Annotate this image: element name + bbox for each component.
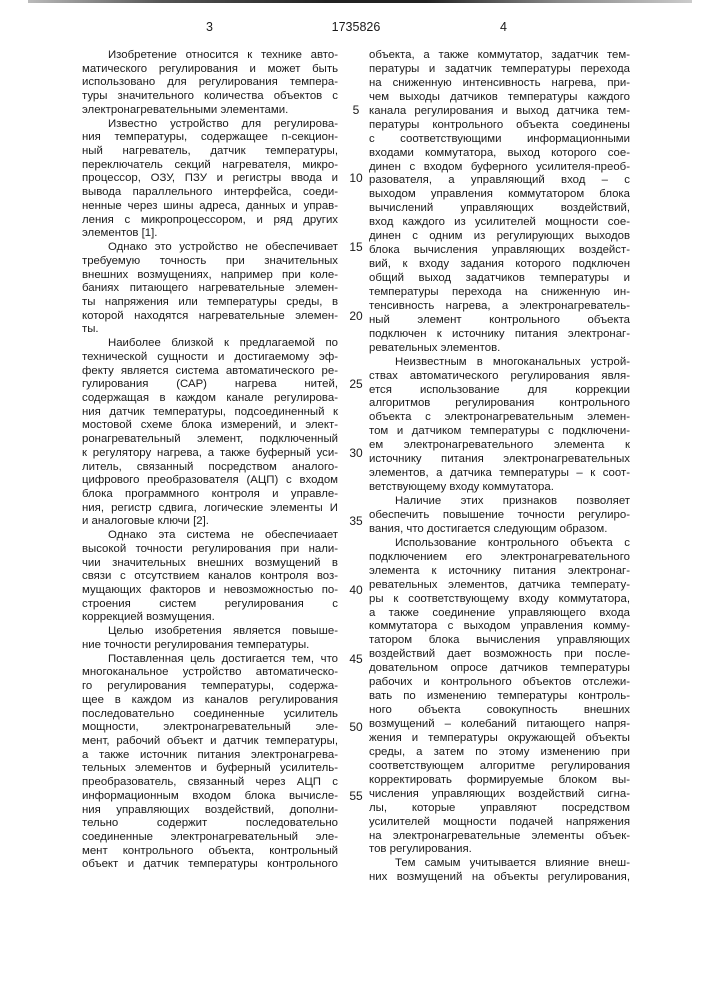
text-line: корректировать формируемые блоком вы- [369,774,630,788]
text-line: ный нагреватель, датчик температуры, [82,145,338,159]
text-line: Неизвестным в многоканальных устрой- [369,356,630,370]
text-line: ствах автоматического регулирования явля- [369,370,630,384]
text-line: на электронагревательные элементы объек- [369,830,630,844]
text-line: а также соединение управляющего входа [369,607,630,621]
text-line: ется использование для коррекции [369,384,630,398]
line-number-marker: 30 [346,447,366,461]
text-line: фекту является система автоматического ре- [82,365,338,379]
paragraph [369,857,630,885]
text-line: обеспечить повышение точности регулиро- [369,509,630,523]
text-line: с соответствующими информационными [369,133,630,147]
text-line: содержащая в каждом канале регулирова- [82,392,338,406]
text-line: тельных элементов и буферный усилитель- [82,762,338,776]
text-line: ем электронагревательного элемента к [369,439,630,453]
text-line: ния температуры, содержащее n-секцион- [82,131,338,145]
line-number-marker: 5 [346,104,366,118]
text-line: ного объекта совокупность внешних [369,704,630,718]
text-line: ный элемент контрольного объекта [369,314,630,328]
text-line: ронагревательный элемент, подключенный [82,433,338,447]
text-line: а также источник питания электронагрева- [82,749,338,763]
text-line: многоканальное устройство автоматическо- [82,666,338,680]
text-line: связи с отсутствием каналов контроля воз- [82,570,338,584]
text-line: источнику питания электронагревательных [369,453,630,467]
text-line: ние точности регулирования температуры. [82,639,338,653]
paragraph [369,495,630,537]
text-line: Наличие этих признаков позволяет [369,495,630,509]
text-line: ления с микропроцессором, и ряд других [82,214,338,228]
line-number-marker: 50 [346,721,366,735]
paragraph [82,625,338,652]
line-number-marker: 55 [346,790,366,804]
text-line: воздействий дает возможность при после- [369,648,630,662]
text-line: ры к соответствующему входу коммутатора, [369,593,630,607]
paragraph [82,529,338,625]
text-line: Наиболее близкой к предлагаемой по [82,337,338,351]
text-line: жения и температуры окружающей объекты [369,732,630,746]
text-line: вычислений управляющих воздействий, [369,202,630,216]
text-line: числения управляющих воздействий сигна- [369,788,630,802]
text-line: вания, что достигается следующим образом. [369,523,630,537]
text-line: и аналоговые ключи [2]. [82,515,338,529]
page-number-right: 4 [500,20,507,34]
text-line: лы, которые управляют посредством [369,802,630,816]
text-line: канала регулирования и выход датчика тем- [369,105,630,119]
right-text-column [369,49,630,885]
text-line: Однако эта система не обеспечиаает [82,529,338,543]
text-line: коммутатора с выходом управления комму- [369,620,630,634]
text-line: довательном опросе датчиков температуры [369,662,630,676]
paragraph [82,118,338,241]
text-line: высокой точности регулирования при нали- [82,543,338,557]
text-line: туры значительного количества объектов с [82,90,338,104]
text-line: тенсивность нагрева, а электронагреватель- [369,300,630,314]
text-line: баниях питающего нагревательные элемен- [82,282,338,296]
text-line: которой находятся нагревательные элемен- [82,310,338,324]
text-line: объект и датчик температуры контрольного [82,858,338,872]
line-number-marker: 35 [346,515,366,529]
text-line: элементов [1]. [82,227,338,241]
line-number-marker: 20 [346,310,366,324]
text-line: ния датчик температуры, подсоединенный к [82,406,338,420]
text-line: переключатель секций нагревателя, микро- [82,159,338,173]
paragraph [82,337,338,529]
text-line: татором блока вычисления управляющих [369,634,630,648]
text-line: технической сущности и достигаемому эф- [82,351,338,365]
text-line: элемента к источнику питания электронаг- [369,565,630,579]
text-line: ния, регистр сдвига, логические элементы И [82,502,338,516]
text-line: том и датчиком температуры с подключени- [369,425,630,439]
text-line: усилителей мощности подачей напряжения [369,816,630,830]
line-number-marker: 45 [346,653,366,667]
text-line: коррекцией возмущения. [82,611,338,625]
text-line: температуры перехода на сниженную ин- [369,286,630,300]
text-line: к регулятору нагрева, а также буферный уси- [82,447,338,461]
text-line: ты напряжения или температуры среды, в [82,296,338,310]
text-line: пературы и задатчик температуры перехода [369,63,630,77]
text-line: мощности, электронагревательный эле- [82,721,338,735]
text-line: мент контрольного объекта, контрольный [82,845,338,859]
text-line: чии значительных внешних возмущений в [82,557,338,571]
text-line: пературы контрольного объекта соединены [369,119,630,133]
text-line: соответствующем алгоритме регулирования [369,760,630,774]
line-number-marker: 25 [346,378,366,392]
text-line: подключением его электронагревательного [369,551,630,565]
paragraph [82,653,338,873]
text-line: блока программного контроля и управле- [82,488,338,502]
text-line: возмущений – колебаний питающего напря- [369,718,630,732]
text-line: подключен к источнику питания электронаг- [369,328,630,342]
text-line: гулирования (САР) нагрева нитей, [82,378,338,392]
paragraph [369,537,630,858]
text-line: информационным входом блока вычисле- [82,790,338,804]
text-line: соединенные электронагревательный эле- [82,831,338,845]
text-line: вий, к входу задания которого подключен [369,258,630,272]
text-line: объекта, а также коммутатор, задатчик тем- [369,49,630,63]
text-line: внешних возмущениях, например при коле- [82,269,338,283]
text-line: Тем самым учитывается влияние внеш- [369,857,630,871]
text-line: Однако это устройство не обеспечивает [82,241,338,255]
text-line: разователя, а управляющий вход – с [369,174,630,188]
text-line: щее в каждом из каналов регулирования [82,694,338,708]
page-number-left: 3 [206,20,213,34]
scan-edge-line [28,0,692,3]
text-line: использовано для регулирования темпера- [82,76,338,90]
text-line: общий выход задатчиков температуры и [369,272,630,286]
text-line: блока вычисления управляющих воздейст- [369,244,630,258]
text-line: матического регулирования и может быть [82,63,338,77]
text-line: литель, связанный посредством аналого- [82,461,338,475]
text-line: электронагревательными элементами. [82,104,338,118]
text-line: го регулирования температуры, содержа- [82,680,338,694]
text-line: вход каждого из усилителей мощности сое- [369,216,630,230]
text-line: ненные через шины адреса, данных и управ- [82,200,338,214]
text-line: процессор, ОЗУ, ПЗУ и регистры ввода и [82,172,338,186]
paragraph [82,241,338,337]
text-line: рабочих и контрольного объектов отслежи- [369,676,630,690]
text-line: элементов, а датчика температуры – к соот- [369,467,630,481]
line-number-marker: 15 [346,241,366,255]
text-line: вать по изменению температуры контроль- [369,690,630,704]
text-line: ревательных элементов. [369,342,630,356]
text-line: динен с одним из регулирующих выходов [369,230,630,244]
patent-number: 1735826 [326,20,386,34]
text-line: на сниженную интенсивность нагрева, при- [369,77,630,91]
text-line: среды, а затем по этому изменению при [369,746,630,760]
text-line: ветствующему входу коммутатора. [369,481,630,495]
paragraph [369,49,630,356]
text-line: последовательно соединенные усилитель [82,708,338,722]
text-line: алгоритмов регулирования контрольного [369,397,630,411]
text-line: ревательных элементов, датчика температу- [369,579,630,593]
line-number-marker: 10 [346,172,366,186]
line-number-marker: 40 [346,584,366,598]
text-line: Поставленная цель достигается тем, что [82,653,338,667]
text-line: Использование контрольного объекта с [369,537,630,551]
text-line: Целью изобретения является повыше- [82,625,338,639]
text-line: ния управляющих воздействий, дополни- [82,804,338,818]
text-line: вывода параллельного интерфейса, соеди- [82,186,338,200]
text-line: объекта с электронагревательным элемен- [369,411,630,425]
text-line: выходом управления коммутатором блока [369,188,630,202]
text-line: цифрового преобразователя (АЦП) с входом [82,474,338,488]
text-line: входами коммутатора, выход которого сое- [369,147,630,161]
paragraph [369,356,630,495]
text-line: тов регулирования. [369,843,630,857]
left-text-column [82,49,338,872]
text-line: Изобретение относится к технике авто- [82,49,338,63]
text-line: требуемую точность при значительных [82,255,338,269]
text-line: динен с входом буферного усилителя-преоб- [369,161,630,175]
text-line: мостовой схеме блока измерений, и элект- [82,419,338,433]
text-line: мущающих факторов и невозможностью по- [82,584,338,598]
text-line: тельно содержит последовательно [82,817,338,831]
text-line: мент, рабочий объект и датчик температуры, [82,735,338,749]
paragraph [82,49,338,118]
text-line: преобразователь, связанный через АЦП с [82,776,338,790]
text-line: чем выходы датчиков температуры каждого [369,91,630,105]
text-line: них возмущений на объекты регулирования, [369,871,630,885]
text-line: ты. [82,323,338,337]
text-line: Известно устройство для регулирова- [82,118,338,132]
text-line: строения систем регулирования с [82,598,338,612]
